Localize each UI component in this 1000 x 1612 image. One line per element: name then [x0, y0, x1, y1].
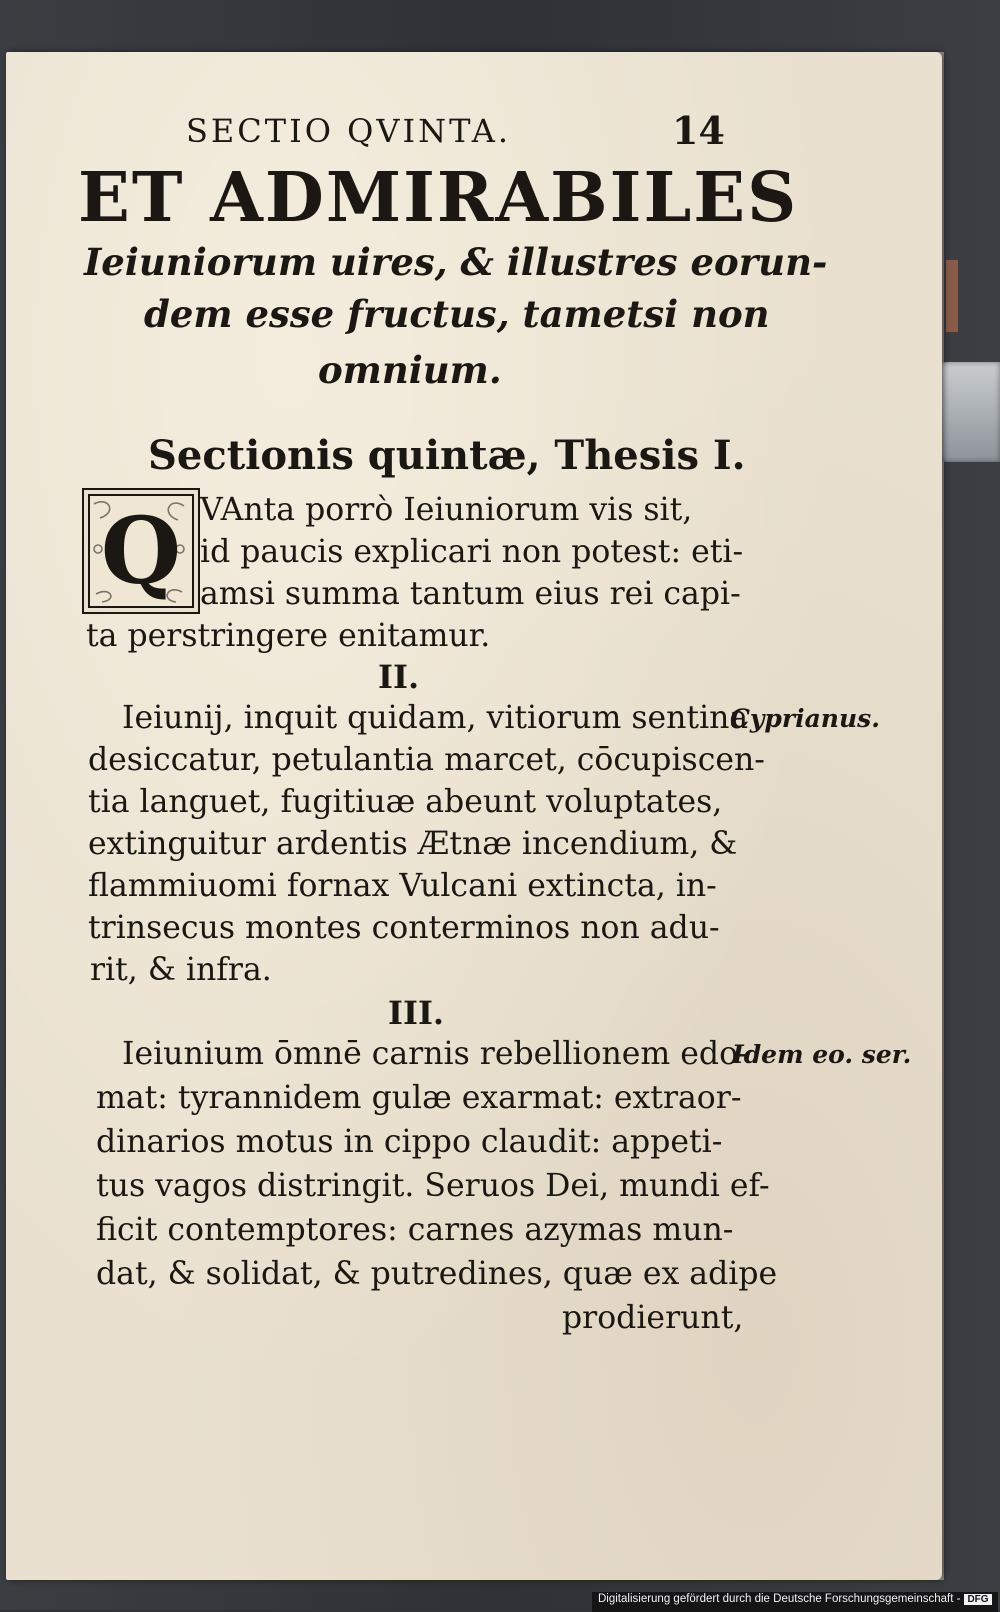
paragraph-1-line-1: VAnta porrò Ieiuniorum vis sit, [200, 492, 693, 528]
section-2-line-5: flammiuomi fornax Vulcani extincta, in- [88, 868, 717, 904]
section-2-line-1: Ieiunij, inquit quidam, vitiorum sentina [122, 700, 749, 736]
section-2-line-7: rit, & infra. [90, 952, 272, 988]
section-2-line-4: extinguitur ardentis Ætnæ incendium, & [88, 826, 738, 862]
digitization-footer [592, 1592, 998, 1612]
section-3-line-5: ficit contemptores: carnes azymas mun- [96, 1212, 734, 1248]
section-2-number: II. [378, 658, 420, 696]
subtitle-line-1: Ieiuniorum uires, & illustres eorun- [84, 240, 828, 284]
dfg-logo: DFG [964, 1594, 991, 1605]
main-title: ET ADMIRABILES [78, 158, 799, 238]
section-3-line-6: dat, & solidat, & putredines, quæ ex adipe [96, 1256, 778, 1292]
section-3-line-3: dinarios motus in cippo claudit: appeti- [96, 1124, 723, 1160]
paragraph-1-line-3: amsi summa tantum eius rei capi- [200, 576, 741, 612]
decorated-initial [82, 488, 200, 614]
thesis-heading: Sectionis quintæ, Thesis I. [148, 432, 746, 479]
section-3-line-1: Ieiunium ōmnē carnis rebellionem edo- [122, 1036, 749, 1072]
initial-letter: Q [100, 497, 182, 605]
footer-text: Digitalisierung gefördert durch die Deutsche Forschungsgemeinschaft - [598, 1593, 961, 1605]
section-2-margin-note: Cyprianus. [730, 704, 880, 733]
section-2-line-3: tia languet, fugitiuæ abeunt voluptates, [88, 784, 723, 820]
page-number: 14 [672, 108, 725, 153]
section-3-margin-note: Idem eo. ser. [732, 1040, 912, 1069]
subtitle-line-2: dem esse fructus, tametsi non [144, 292, 770, 336]
catchword: prodierunt, [562, 1300, 744, 1336]
paragraph-1-line-4: ta perstringere enitamur. [86, 618, 491, 654]
running-head: SECTIO QVINTA. [186, 112, 512, 150]
section-2-line-2: desiccatur, petulantia marcet, cōcupiscen- [88, 742, 765, 778]
bookmark-ribbon [946, 260, 958, 332]
subtitle-line-3: omnium. [318, 348, 502, 392]
section-2-line-6: trinsecus montes conterminos non adu- [88, 910, 720, 946]
paragraph-1-line-2: id paucis explicari non potest: eti- [200, 534, 744, 570]
section-3-line-4: tus vagos distringit. Seruos Dei, mundi ef- [96, 1168, 770, 1204]
section-3-number: III. [388, 994, 445, 1032]
section-3-line-2: mat: tyrannidem gulæ exarmat: extraor- [96, 1080, 742, 1116]
